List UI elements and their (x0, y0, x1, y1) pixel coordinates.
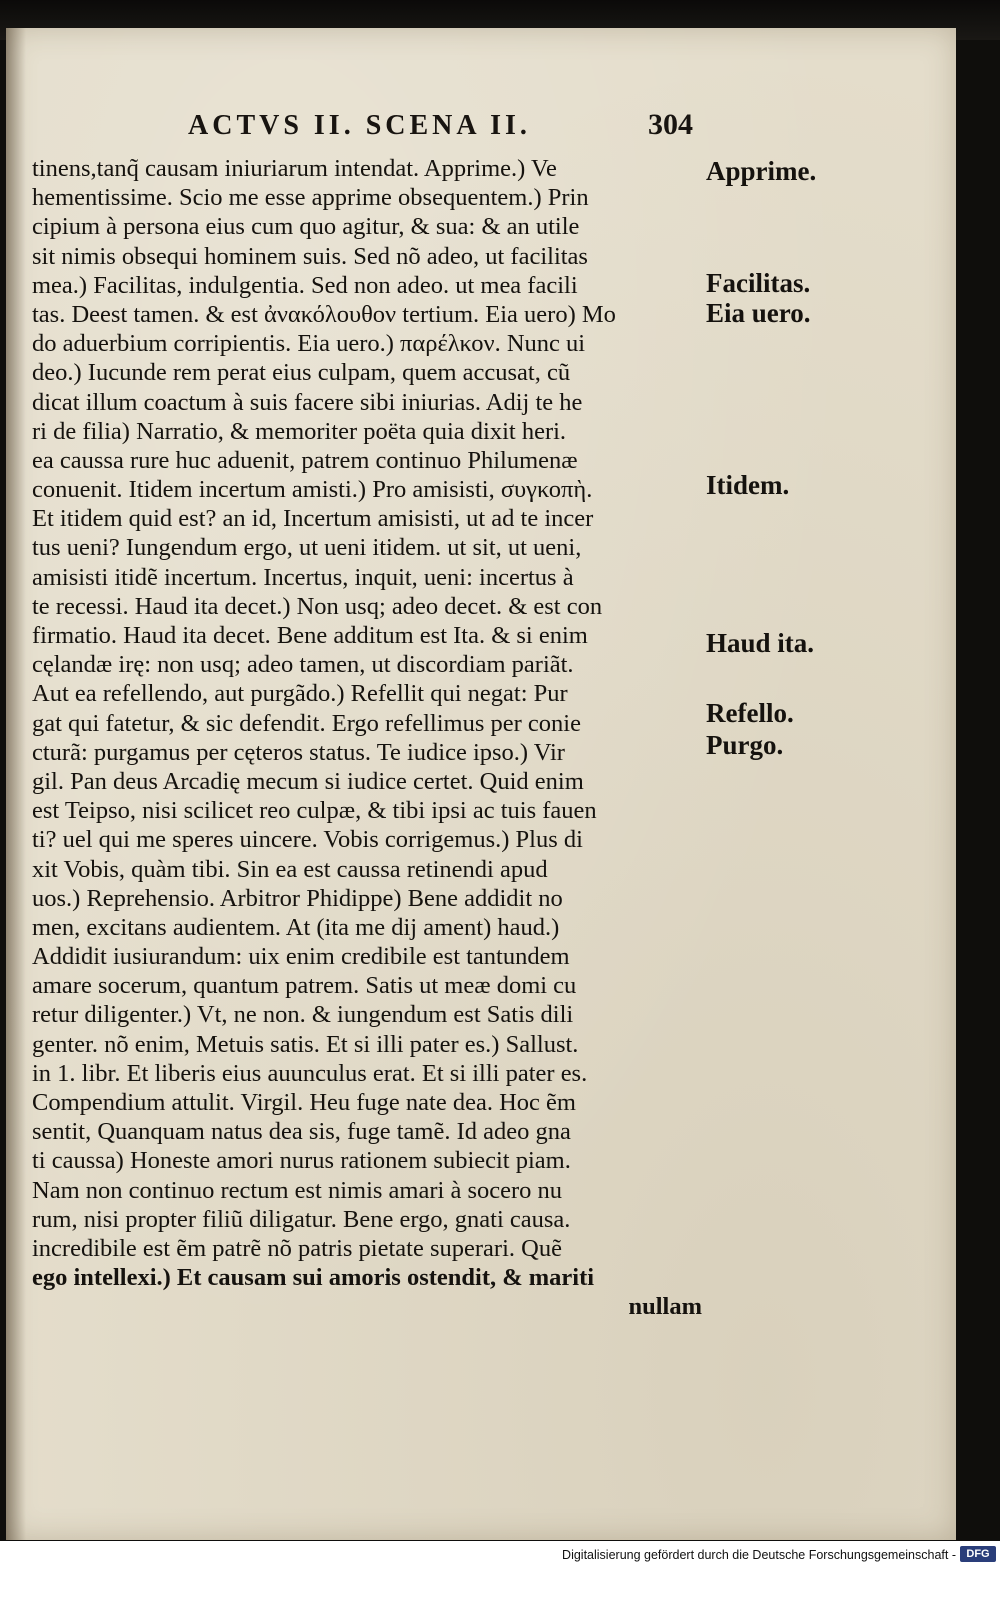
book-page (6, 28, 956, 1540)
text-line: tus ueni? Iungendum ergo, ut ueni itidem. ut sit, ut ueni, (32, 534, 582, 562)
text-line: tas. Deest tamen. & est ἀνακόλουθον tertium. Eia uero) Mo (32, 300, 616, 328)
text-line: Et itidem quid est? an id, Incertum amisisti, ut ad te incer (32, 505, 594, 533)
text-line: amare socerum, quantum patrem. Satis ut meæ domi cu (32, 972, 577, 1000)
margin-note: Eia uero. (706, 298, 811, 328)
text-line: retur diligenter.) Vt, ne non. & iungendum est Satis dili (32, 1001, 574, 1029)
text-line: cipium à persona eius cum quo agitur, & sua: & an utile (32, 213, 580, 241)
dfg-logo: DFG (960, 1546, 996, 1562)
text-line: genter. nõ enim, Metuis satis. Et si illi pater es.) Sallust. (32, 1030, 579, 1058)
running-title: ACTVS II. SCENA II. (188, 110, 531, 141)
margin-notes (706, 28, 926, 1528)
margin-note: Facilitas. (706, 268, 811, 298)
text-line: ti caussa) Honeste amori nurus rationem subiecit piam. (32, 1147, 571, 1175)
text-line: Addidit iusiurandum: uix enim credibile est tantundem (32, 943, 570, 971)
text-line: uos.) Reprehensio. Arbitror Phidippe) Bene addidit no (32, 884, 563, 912)
text-line: amisisti itidẽ incertum. Incertus, inquit, ueni: incertus à (32, 563, 574, 591)
text-line: rum, nisi propter filiũ diligatur. Bene ergo, gnati causa. (32, 1205, 571, 1233)
text-line: est Teipso, nisi scilicet reo culpæ, & tibi ipsi ac tuis fauen (32, 797, 597, 825)
text-line: te recessi. Haud ita decet.) Non usq; adeo decet. & est con (32, 592, 603, 620)
text-line: ri de filia) Narratio, & memoriter poëta quia dixit heri. (32, 417, 567, 445)
text-line: gat qui fatetur, & sic defendit. Ergo refellimus per conie (32, 709, 581, 737)
text-line: do aduerbium corripientis. Eia uero.) παρέλκον. Nunc ui (32, 330, 586, 358)
margin-note: Refello. (706, 698, 794, 728)
text-line: sentit, Quanquam natus dea sis, fuge tamẽ. Id adeo gna (32, 1118, 571, 1146)
text-line: tinens,tanq̃ causam iniuriarum intendat. Apprime.) Ve (32, 155, 557, 182)
text-line: Aut ea refellendo, aut purgãdo.) Refellit qui negat: Pur (32, 680, 568, 708)
text-line: dicat illum coactum à suis facere sibi iniurias. Adij te he (32, 388, 583, 416)
text-line: incredibile est ẽm patrẽ nõ patris pietate superari. Quẽ (32, 1234, 562, 1262)
text-line: gil. Pan deus Arcadię mecum si iudice certet. Quid enim (32, 767, 584, 795)
text-line: firmatio. Haud ita decet. Bene additum est Ita. & si enim (32, 622, 588, 649)
margin-note: Purgo. (706, 730, 784, 760)
margin-note: Itidem. (706, 470, 790, 500)
text-line: cęlandæ irę: non usq; adeo tamen, ut discordiam pariãt. (32, 651, 574, 679)
text-line: Compendium attulit. Virgil. Heu fuge nate dea. Hoc ẽm (32, 1089, 576, 1116)
commentary-text (32, 154, 732, 1322)
text-line: ea caussa rure huc aduenit, patrem continuo Philumenæ (32, 446, 578, 474)
page-gutter-shadow (6, 28, 26, 1540)
text-line: Nam non continuo rectum est nimis amari à socero nu (32, 1176, 563, 1204)
text-line: in 1. libr. Et liberis eius auunculus erat. Et si illi pater es. (32, 1059, 588, 1087)
margin-note: Apprime. (706, 156, 817, 186)
text-line: hementissime. Scio me esse apprime obsequentem.) Prin (32, 184, 589, 212)
text-line: xit Vobis, quàm tibi. Sin ea est caussa retinendi apud (32, 855, 548, 883)
text-line: ego intellexi.) Et causam sui amoris ostendit, & mariti (32, 1264, 595, 1292)
text-line: mea.) Facilitas, indulgentia. Sed non adeo. ut mea facili (32, 271, 578, 299)
text-line: conuenit. Itidem incertum amisti.) Pro amisisti, συγκοπὴ. (32, 476, 593, 504)
catchword: nullam (628, 1293, 702, 1321)
digitization-credit: Digitalisierung gefördert durch die Deutsche Forschungsgemeinschaft - (562, 1548, 956, 1562)
text-line: sit nimis obsequi hominem suis. Sed nõ adeo, ut facilitas (32, 242, 588, 270)
margin-note: Haud ita. (706, 628, 815, 658)
text-line: deo.) Iucunde rem perat eius culpam, quem accusat, cũ (32, 359, 571, 387)
text-line: men, excitans audientem. At (ita me dij ament) haud.) (32, 913, 560, 941)
text-line: cturã: purgamus per cęteros status. Te iudice ipso.) Vir (32, 738, 565, 766)
page-header (188, 110, 708, 150)
page-number: 304 (648, 108, 693, 141)
text-line: ti? uel qui me speres uincere. Vobis corrigemus.) Plus di (32, 826, 583, 854)
